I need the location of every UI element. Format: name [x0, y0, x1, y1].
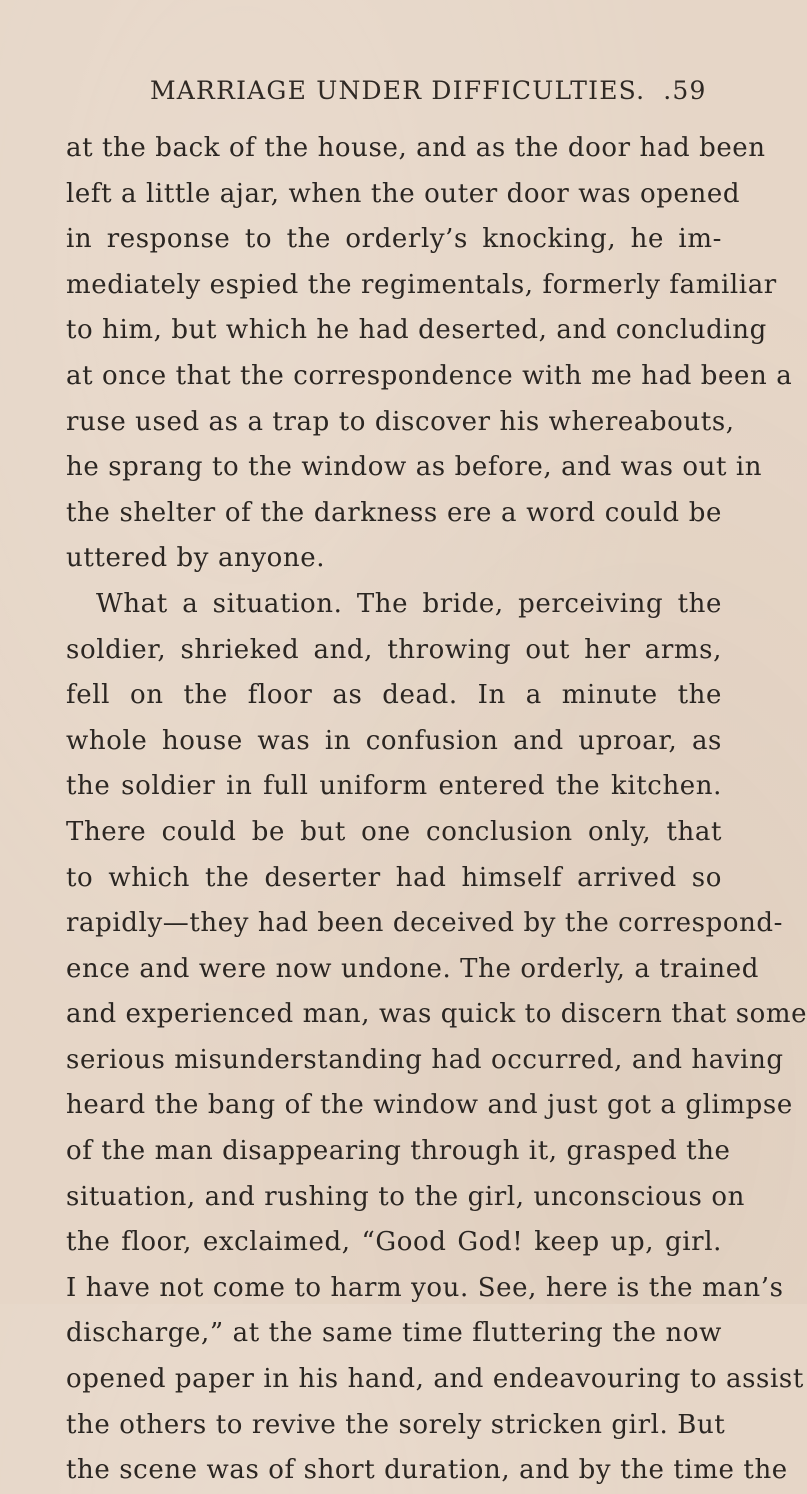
body-text	[66, 126, 807, 1494]
text-line: ence and were now undone. The orderly, a trained	[66, 953, 759, 984]
text-line: he sprang to the window as before, and was out in	[66, 452, 763, 483]
text-line: I have not come to harm you. See, here is the man’s	[66, 1272, 784, 1303]
text-line: left a little ajar, when the outer door was opened	[66, 178, 741, 209]
text-line: whole house was in confusion and uproar, as	[66, 725, 722, 756]
text-line: to which the deserter had himself arrived so	[66, 862, 722, 893]
paragraph-start-line: What a situation. The bride, perceiving the	[96, 588, 722, 619]
text-line: and experienced man, was quick to discern that some	[66, 999, 807, 1030]
running-title: MARRIAGE UNDER DIFFICULTIES.	[150, 76, 646, 105]
text-line: situation, and rushing to the girl, unconscious on	[66, 1181, 745, 1212]
text-line: There could be but one conclusion only, that	[66, 816, 722, 847]
paragraph-end-line: uttered by anyone.	[66, 543, 326, 574]
text-line: the shelter of the darkness ere a word could be	[66, 497, 722, 528]
text-line: the scene was of short duration, and by the time the	[66, 1455, 788, 1486]
text-line: the others to revive the sorely stricken girl. But	[66, 1409, 726, 1440]
text-line: the floor, exclaimed, “Good God! keep up, girl.	[66, 1227, 722, 1258]
running-head	[150, 76, 707, 105]
text-line: fell on the floor as dead. In a minute the	[66, 680, 722, 711]
text-line: the soldier in full uniform entered the kitchen.	[66, 771, 722, 802]
text-line: to him, but which he had deserted, and concluding	[66, 315, 767, 346]
text-line: heard the bang of the window and just got a glimpse	[66, 1090, 793, 1121]
text-line: of the man disappearing through it, grasped the	[66, 1136, 731, 1167]
text-line: at the back of the house, and as the door had been	[66, 133, 766, 163]
text-line: soldier, shrieked and, throwing out her arms,	[66, 634, 722, 665]
text-line: rapidly—they had been deceived by the correspond-	[66, 908, 784, 939]
text-line: discharge,” at the same time fluttering the now	[66, 1318, 722, 1349]
text-line: in response to the orderly’s knocking, he im-	[66, 224, 722, 255]
text-line: at once that the correspondence with me had been a	[66, 360, 793, 391]
text-line: opened paper in his hand, and endeavouring to assist	[66, 1364, 804, 1395]
text-line: ruse used as a trap to discover his whereabouts,	[66, 406, 735, 437]
header-separator: .	[663, 76, 673, 105]
page-number: 59	[672, 76, 707, 105]
text-line: serious misunderstanding had occurred, and having	[66, 1044, 784, 1075]
text-line: mediately espied the regimentals, formerly familiar	[66, 269, 777, 300]
